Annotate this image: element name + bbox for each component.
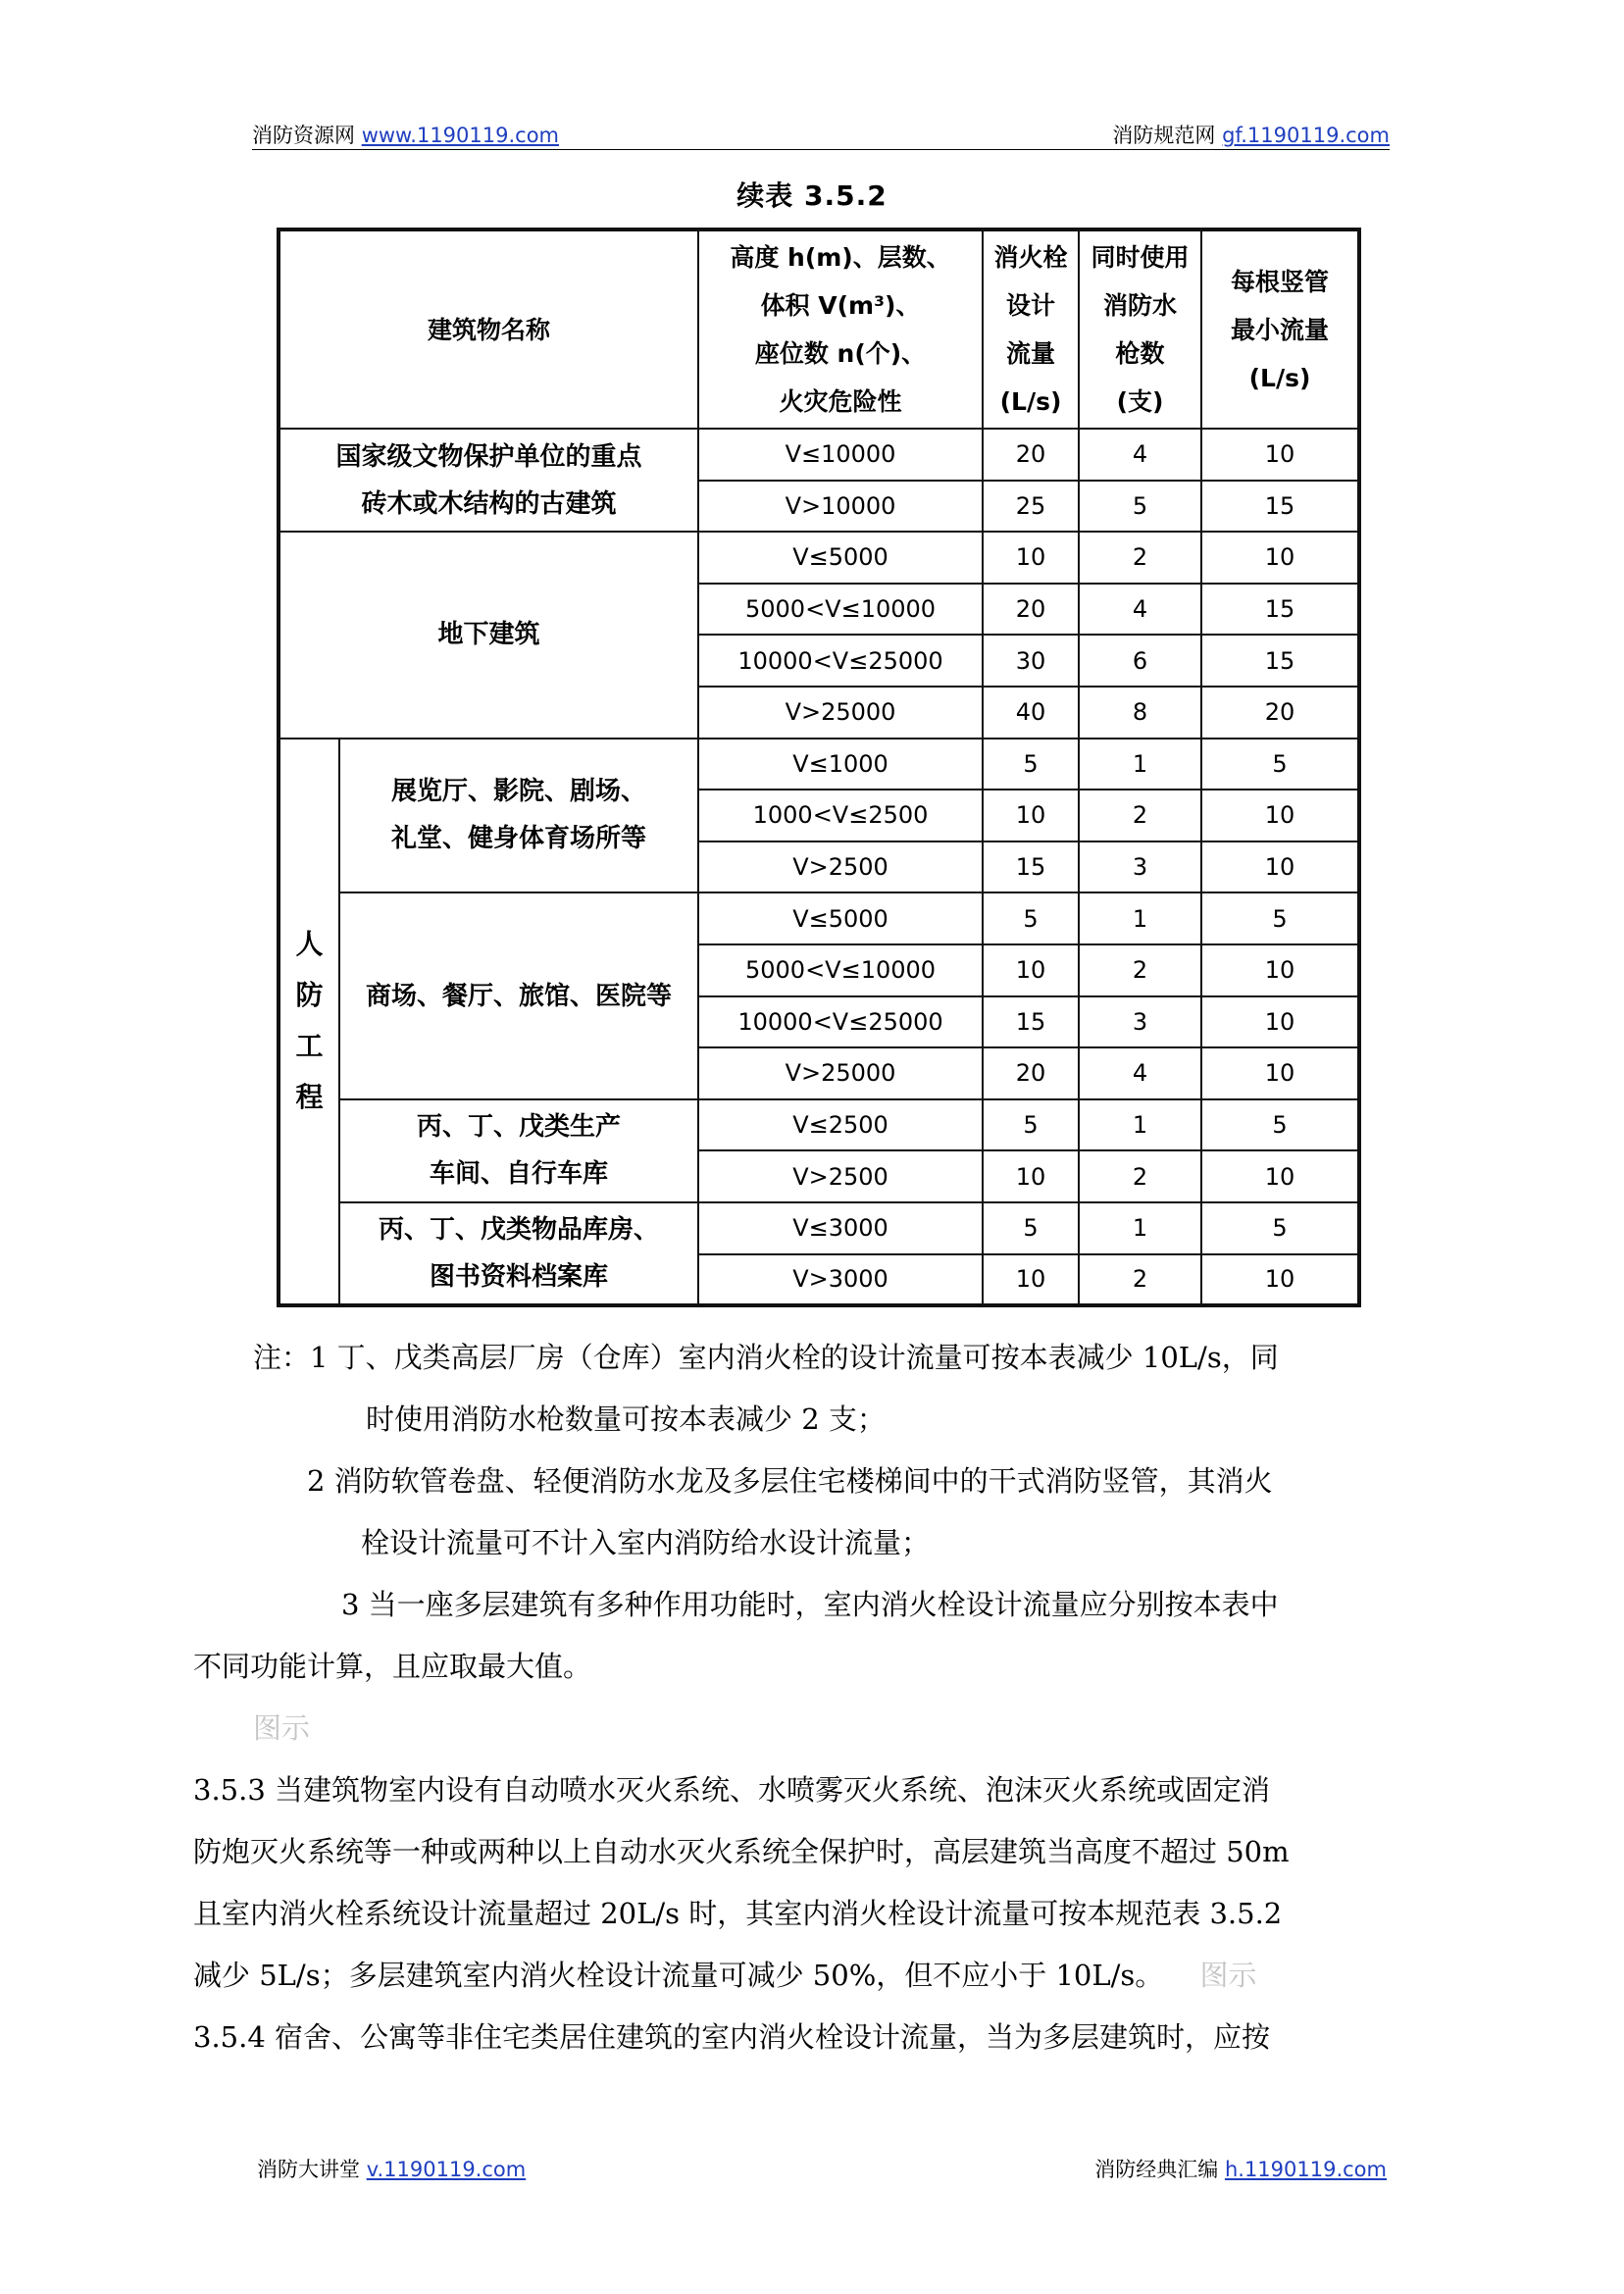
riser-cell: 10 — [1201, 944, 1359, 996]
note-2-line-2: 栓设计流量可不计入室内消防给水设计流量； — [361, 1526, 931, 1559]
clause-3-5-3-line-4 — [193, 1954, 1257, 1994]
footer-left-link[interactable]: v.1190119.com — [366, 2158, 527, 2181]
building-exhibition: 展览厅、影院、剧场、 礼堂、健身体育场所等 — [339, 739, 698, 893]
flow-cell: 5 — [983, 1099, 1079, 1151]
note-1-line-2: 时使用消防水枪数量可按本表减少 2 支； — [366, 1402, 886, 1436]
flow-cell: 10 — [983, 1150, 1079, 1202]
guns-cell: 5 — [1079, 481, 1201, 533]
guns-cell: 2 — [1079, 1254, 1201, 1306]
guns-cell: 2 — [1079, 790, 1201, 841]
flow-cell: 10 — [983, 532, 1079, 584]
note-3-line-2: 不同功能计算，且应取最大值。 — [193, 1650, 592, 1683]
clause-3-5-3-line-3: 且室内消火栓系统设计流量超过 20L/s 时，其室内消火栓设计流量可按本规范表 3.5.2 — [193, 1897, 1283, 1930]
flow-cell: 10 — [983, 944, 1079, 996]
criteria-cell: V≤1000 — [698, 739, 983, 790]
header-water-guns: 同时使用 消防水 枪数 (支) — [1079, 229, 1201, 429]
riser-cell: 5 — [1201, 739, 1359, 790]
page-footer — [257, 2154, 1387, 2183]
guns-cell: 1 — [1079, 1099, 1201, 1151]
guns-cell: 2 — [1079, 532, 1201, 584]
header-right — [1112, 120, 1390, 149]
footer-right-link[interactable]: h.1190119.com — [1224, 2158, 1387, 2181]
flow-cell: 5 — [983, 1202, 1079, 1254]
figure-link[interactable]: 图示 — [253, 1711, 311, 1745]
flow-cell: 20 — [983, 1047, 1079, 1099]
criteria-cell: 10000<V≤25000 — [698, 996, 983, 1048]
building-heritage: 国家级文物保护单位的重点 砖木或木结构的古建筑 — [279, 429, 698, 532]
header-design-flow: 消火栓 设计 流量 (L/s) — [983, 229, 1079, 429]
table-row — [279, 892, 1359, 944]
guns-cell: 2 — [1079, 1150, 1201, 1202]
header-criteria: 高度 h(m)、层数、 体积 V(m³)、 座位数 n(个)、 火灾危险性 — [698, 229, 983, 429]
table-row — [279, 429, 1359, 481]
building-warehouse: 丙、丁、戊类物品库房、 图书资料档案库 — [339, 1202, 698, 1305]
criteria-cell: V>10000 — [698, 481, 983, 533]
riser-cell: 15 — [1201, 635, 1359, 687]
table-row — [279, 739, 1359, 790]
table-caption: 续表 3.5.2 — [736, 179, 888, 212]
table-row — [279, 532, 1359, 584]
criteria-cell: 10000<V≤25000 — [698, 635, 983, 687]
flow-cell: 10 — [983, 790, 1079, 841]
note-3-line-1: 3 当一座多层建筑有多种作用功能时，室内消火栓设计流量应分别按本表中 — [341, 1588, 1279, 1621]
criteria-cell: V≤5000 — [698, 532, 983, 584]
riser-cell: 10 — [1201, 996, 1359, 1048]
guns-cell: 4 — [1079, 429, 1201, 481]
footer-left-site: 消防大讲堂 — [257, 2158, 360, 2181]
criteria-cell: 5000<V≤10000 — [698, 584, 983, 636]
guns-cell: 4 — [1079, 1047, 1201, 1099]
riser-cell: 10 — [1201, 532, 1359, 584]
flow-cell: 5 — [983, 892, 1079, 944]
criteria-cell: V>3000 — [698, 1254, 983, 1306]
flow-cell: 20 — [983, 584, 1079, 636]
guns-cell: 3 — [1079, 841, 1201, 893]
criteria-cell: V≤5000 — [698, 892, 983, 944]
clause-3-5-4-line-1: 3.5.4 宿舍、公寓等非住宅类居住建筑的室内消火栓设计流量，当为多层建筑时，应按 — [193, 2020, 1271, 2054]
guns-cell: 1 — [1079, 739, 1201, 790]
riser-cell: 20 — [1201, 687, 1359, 739]
criteria-cell: V≤2500 — [698, 1099, 983, 1151]
building-workshop: 丙、丁、戊类生产 车间、自行车库 — [339, 1099, 698, 1202]
figure-link[interactable]: 图示 — [1199, 1959, 1257, 1992]
civil-defense-label: 人 防 工 程 — [279, 739, 339, 1306]
guns-cell: 3 — [1079, 996, 1201, 1048]
flow-cell: 20 — [983, 429, 1079, 481]
note-2-line-1: 2 消防软管卷盘、轻便消防水龙及多层住宅楼梯间中的干式消防竖管，其消火 — [307, 1464, 1273, 1498]
guns-cell: 1 — [1079, 1202, 1201, 1254]
riser-cell: 15 — [1201, 584, 1359, 636]
flow-cell: 15 — [983, 841, 1079, 893]
guns-cell: 1 — [1079, 892, 1201, 944]
riser-cell: 5 — [1201, 1202, 1359, 1254]
header-left-site: 消防资源网 — [252, 124, 355, 147]
riser-cell: 10 — [1201, 790, 1359, 841]
criteria-cell: V≤3000 — [698, 1202, 983, 1254]
riser-cell: 10 — [1201, 1047, 1359, 1099]
header-riser-flow: 每根竖管 最小流量 (L/s) — [1201, 229, 1359, 429]
criteria-cell: 5000<V≤10000 — [698, 944, 983, 996]
header-left — [252, 120, 559, 149]
flow-cell: 15 — [983, 996, 1079, 1048]
building-underground: 地下建筑 — [279, 532, 698, 738]
page-header — [252, 120, 1390, 150]
criteria-cell: V>25000 — [698, 1047, 983, 1099]
criteria-cell: V>25000 — [698, 687, 983, 739]
clause-3-5-3-text: 减少 5L/s；多层建筑室内消火栓设计流量可减少 50%，但不应小于 10L/s。 — [193, 1959, 1164, 1992]
riser-cell: 10 — [1201, 841, 1359, 893]
table-row — [279, 1099, 1359, 1151]
clause-3-5-3-line-1: 3.5.3 当建筑物室内设有自动喷水灭火系统、水喷雾灭火系统、泡沫灭火系统或固定消 — [193, 1773, 1271, 1807]
building-commercial: 商场、餐厅、旅馆、医院等 — [339, 892, 698, 1098]
riser-cell: 10 — [1201, 1150, 1359, 1202]
footer-left — [257, 2154, 526, 2183]
note-1-line-1: 注：1 丁、戊类高层厂房（仓库）室内消火栓的设计流量可按本表减少 10L/s，同 — [253, 1341, 1279, 1374]
clause-3-5-3-line-2: 防炮灭火系统等一种或两种以上自动水灭火系统全保护时，高层建筑当高度不超过 50m — [193, 1835, 1290, 1868]
flow-cell: 30 — [983, 635, 1079, 687]
header-right-site: 消防规范网 — [1112, 124, 1216, 147]
riser-cell: 5 — [1201, 1099, 1359, 1151]
header-building-name: 建筑物名称 — [279, 229, 698, 429]
riser-cell: 15 — [1201, 481, 1359, 533]
guns-cell: 6 — [1079, 635, 1201, 687]
flow-cell: 40 — [983, 687, 1079, 739]
table-header-row — [279, 229, 1359, 429]
flow-cell: 5 — [983, 739, 1079, 790]
header-left-link[interactable]: www.1190119.com — [361, 124, 560, 147]
footer-right-site: 消防经典汇编 — [1094, 2158, 1219, 2181]
riser-cell: 5 — [1201, 892, 1359, 944]
header-right-link[interactable]: gf.1190119.com — [1222, 124, 1390, 147]
criteria-cell: V≤10000 — [698, 429, 983, 481]
criteria-cell: V>2500 — [698, 1150, 983, 1202]
guns-cell: 2 — [1079, 944, 1201, 996]
flow-cell: 10 — [983, 1254, 1079, 1306]
flow-cell: 25 — [983, 481, 1079, 533]
criteria-cell: 1000<V≤2500 — [698, 790, 983, 841]
flow-table — [277, 228, 1361, 1307]
guns-cell: 8 — [1079, 687, 1201, 739]
criteria-cell: V>2500 — [698, 841, 983, 893]
footer-right — [1094, 2154, 1387, 2183]
riser-cell: 10 — [1201, 1254, 1359, 1306]
guns-cell: 4 — [1079, 584, 1201, 636]
riser-cell: 10 — [1201, 429, 1359, 481]
table-row — [279, 1202, 1359, 1254]
